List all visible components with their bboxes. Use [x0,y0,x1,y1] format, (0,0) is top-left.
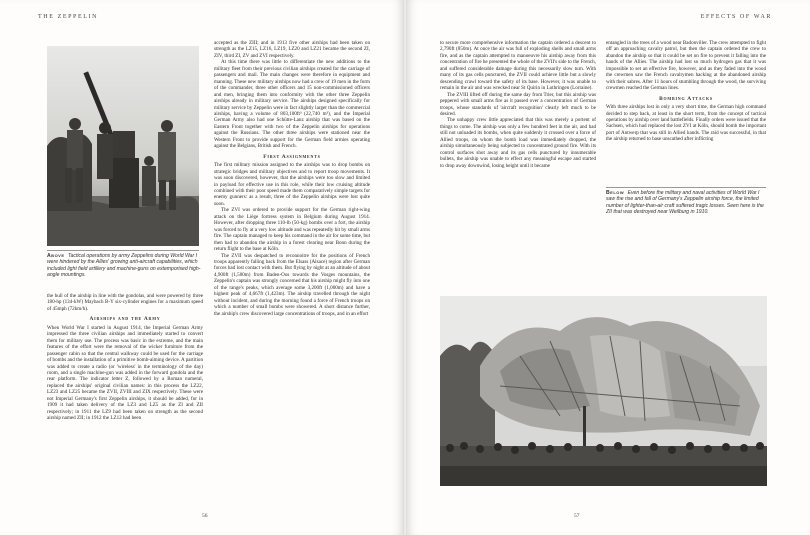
paragraph: At this time there was little to differentiate the new additions to the military fleet from their previous civilian airships created for the carriage of passengers and mail. The main changes were therefore in equipment and manning. These new military airships now had a crew of 19 men in the form of the commander, three other officers and 15 non-commissioned officers and men, bringing them into conformity with the other three Zeppelin airships already in military service. The airships designed specifically for military service by Zeppelin were in fact slightly larger than the commercial airships, having a volume of 803,100ft³ (22,740 m³), and the Imperial German Army also had one Schütte-Lanz airship that was based on the Eastern Front together with two of the Zeppelin airships for operations against the Russians. The other three airships were stationed near the Western Front to provide support for the German field armies operating against the Belgians, British and French. [214,59,370,150]
zeppelin-wreck-photo-image [440,296,767,486]
paragraph: The unhappy crew little appreciated that this was merely a portent of things to come. The airship was only a few hundred feet in the air, and had still not unloaded its bombs, when quite suddenly it crossed over a force of Allied troops, on whom the bomb load was immediately dropped, the airship simultaneously being subjected to concentrated ground fire. With its control surfaces shot away and its gas cells punctured by innumerable bullets, the airship was unable to effect any meaningful escape and started to drop away downwind, losing height until it became [440,117,596,169]
caption-label-below: Below [606,190,625,196]
paragraph: the hull of the airship in line with the gondolas, and were powered by three 180-hp (134-kW) Maybach B-Y six-cylinder engines for a maximum speed of 45mph (72km/h). [47,293,203,312]
caption-rule-right [606,187,766,188]
paragraph: When World War I started in August 1914, the Imperial German Army impressed the three civilian airships and immediately started to convert them for military use. The process was basic in the extreme, and the main features of the effort were the removal of the wicker furniture from the passenger cabin so that the central walkway could be used for the carriage of bombs and the installation of a primitive bomb-aiming device. A partition was added to create a radio (or 'wireless' in the terminology of the day) room, and a single machine-gun was added in the forward gondola and the rear platform. The indicator letter Z, followed by a Roman numeral, replaced the airships' original civilian names: in this process the LZ22, LZ23 and LZ25 became the ZVII, ZVIII and ZIX respectively. These were not Imperial Germany's first Zeppelin airships, it should be added, for in 1909 it had taken delivery of the LZ3 and LZ5 as the ZI and ZII respectively; in 1911 the LZ9 had been taken on strength as the second airship named ZII; in 1912 the LZ12 had been [47,324,203,422]
photo-anti-aircraft-gun [47,46,199,246]
caption-label-above: Above [47,253,65,259]
caption-rule-left [47,250,199,251]
paragraph: entangled in the trees of a wood near Badonviller. The crew attempted to fight off an approaching cavalry patrol, but then the captain ordered the crew to abandon the airship so that it could be set on fire to prevent it falling into the hands of the Allies. The airship had lost so much hydrogen gas that it was impossible to set an effective fire, however, and as they faded into the wood the crewmen saw the French cavalrymen hacking at the abandoned airship with their sabres. After 11 hours of stumbling through the wood, the surviving crewmen reached the German lines. [606,40,766,92]
paragraph: accepted as the ZIII; and in 1913 five other airships had been taken on strength as the LZ15, LZ16, LZ19, LZ20 and LZ21 became the second ZI, ZIV, third ZI, ZV and ZVI respectively. [214,40,370,59]
paragraph: The first military mission assigned to the airships was to drop bombs on strategic bridges and military objectives and to report troop movements. It was soon discovered, however, that the airships were too slow and limited in payload for effective use in this role, while their low cruising altitude combined with their poor speed made them comparatively simple targets for enemy gunners: as a result, three of the Zeppelin airships were lost quite soon. [214,162,370,207]
paragraph: The ZVI was ordered to provide support for the German right-wing attack on the Liège fortress system in Belgium during August 1914. However, after dropping three 110-lb (50-kg) bombs over a fort, the airship was forced to fly at a very low altitude and was repeatedly hit by small arms fire. The captain managed to keep his command in the air for some time, but then had to abandon the airship in a forest clearing near Bonn during the return flight to the base at Köln. [214,207,370,253]
caption-text-below: Even before the military and naval activities of World War I saw the rise and fall of Germany's Zeppelin airship force, the limited number of lighter-than-air craft suffered tragic losses. Seen here is the ZII that was destroyed near Weilburg in 1910. [606,190,764,216]
right-column-2-text [606,40,766,143]
page-number-left: 56 [202,513,208,519]
running-head-left: THE ZEPPELIN [38,14,99,20]
left-column-1-text [47,293,203,422]
photo-wrecked-zeppelin [440,296,767,486]
right-page [406,0,810,535]
running-head-right: EFFECTS OF WAR [700,14,772,20]
section-heading-first-assignments: First Assignments [263,153,321,160]
caption-text-above: Tactical operations by army Zeppelins during World War I were hindered by the Allies' growing anti-aircraft capabilities, which included light field artillery and machine-guns on extemporised high-angle mountings. [47,253,201,279]
anti-aircraft-photo-image [47,46,199,246]
page-number-right: 57 [574,513,580,519]
section-heading-bombing-attacks: Bombing Attacks [659,95,713,102]
paragraph: With three airships lost in only a very short time, the German high command decided to step back, at least in the short term, from the concept of tactical operations by airship over land battlefields. Finally orders were issued that the Sachsen, which had replaced the lost ZVI at Köln, should bomb the important port of Antwerp that was still in Allied hands. The raid was successful, in that the airship returned to base unscathed after inflicting [606,104,766,143]
paragraph: The ZVIII lifted off during the same day from Trier, but this airship was peppered with small arms fire as it passed over a concentration of German troops, whose standards of 'aircraft recognition' clearly left much to be desired. [440,91,596,117]
left-page [0,0,404,535]
caption-below [606,190,768,216]
left-column-2-text [214,40,370,317]
paragraph: The ZVII was despatched to reconnoitre for the positions of French troops apparently falling back from the Elsass (Alsace) region after German forces had lost contact with them. But flying by night at an altitude of about 4,900ft (1,500m) from Baden-Oos towards the Vosges mountains, the Zeppelin's captain was strongly concerned that his airship might fly into one of the range's peaks, which average some 3,200ft (1,000m) and have a highest peak of 4,667ft (1,423m). The airship travelled through the night without incident, and during the morning found a force of French troops on which a number of small bombs were showered. A short distance further, the airship's crew discovered large concentrations of troops, and in an effort [214,252,370,317]
paragraph: to secure more comprehensive information the captain ordered a descent to 2,790ft (850m). At once the air was full of exploding shells and small arms fire, and as the captain attempted to manoeuvre his airship away from this concentration of fire he presented the whole of the ZVII's side to the French, and suffered considerable damage during this necessarily slow turn. With many of its gas cells punctured, the ZVII could achieve little but a slowly descending crawl toward the safety of its base. However, it was unable to remain in the air and was wrecked near St Quirin in Lothringen (Lorraine). [440,40,596,92]
right-column-1-text [440,40,596,169]
caption-above [47,253,202,279]
section-heading-airships-army: Airships and the Army [89,316,161,323]
